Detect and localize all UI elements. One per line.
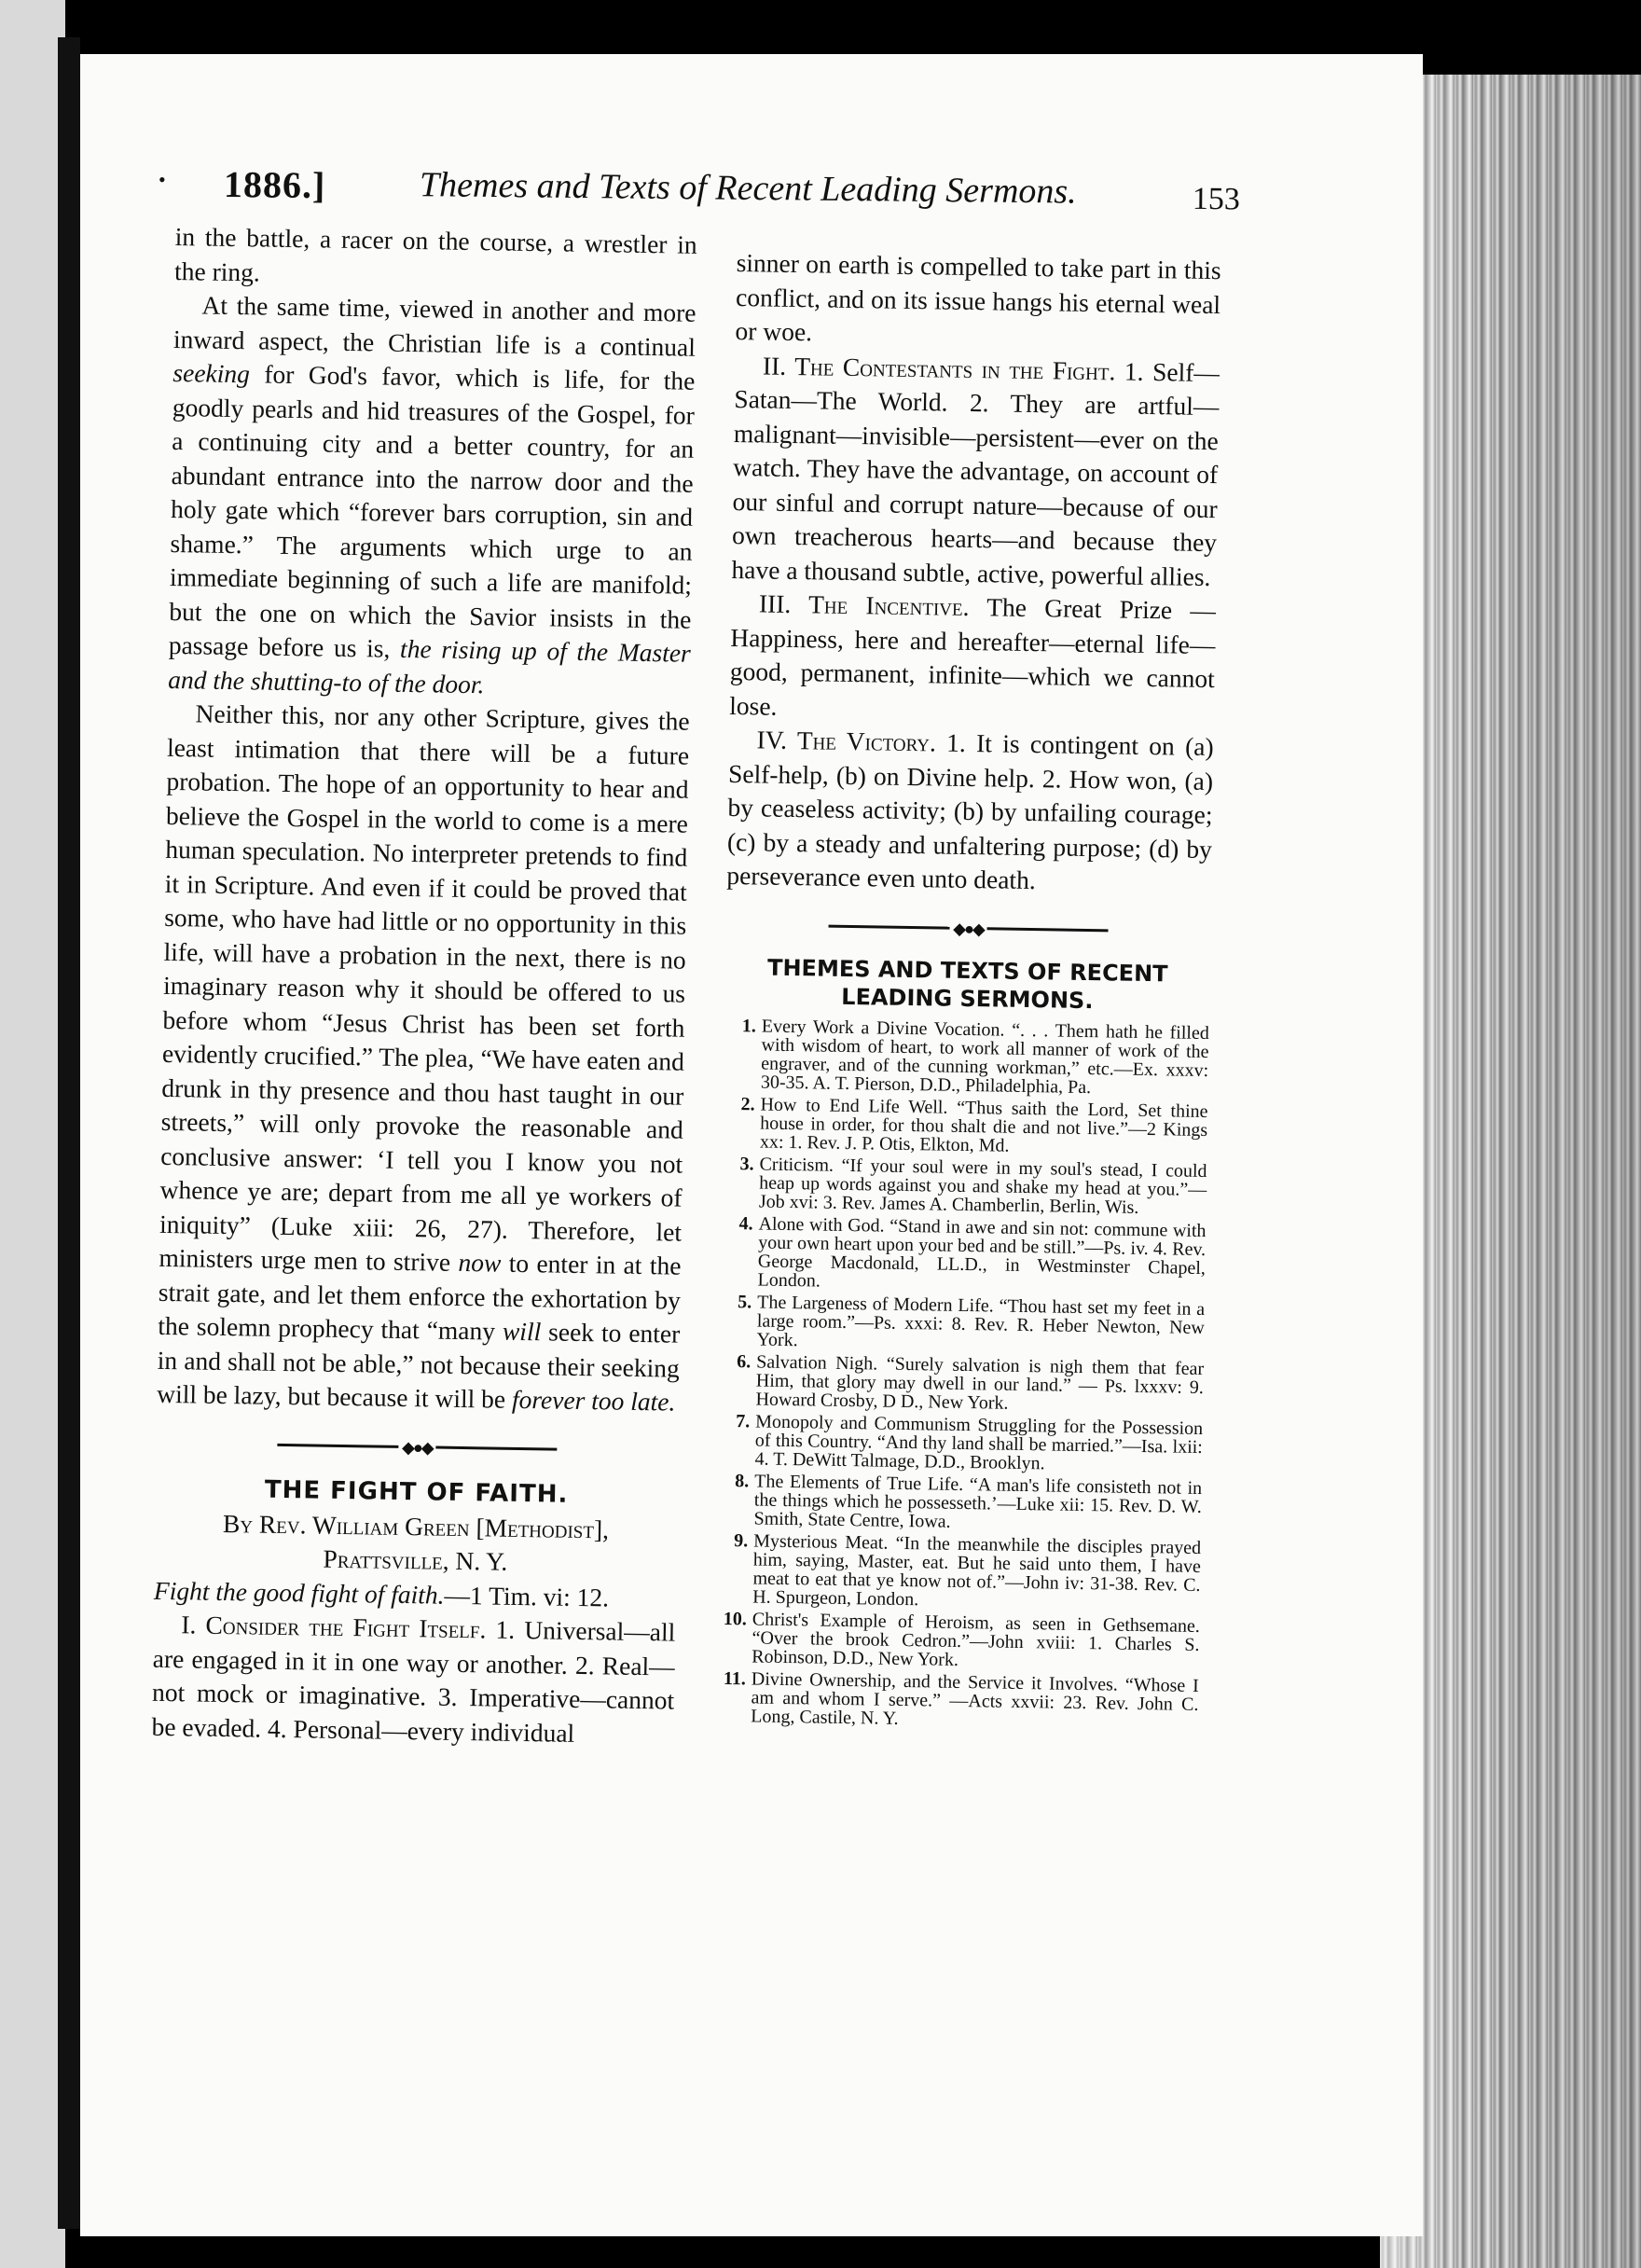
byline: By Rev. William Green [Methodist], [222, 1508, 610, 1543]
paragraph: IV. The Victory. 1. It is contingent on (a) Self-help, (b) on Divine help. 2. How won, (a) by ceaseless activity; (b) by unfailing courage; (c) by a steady and unfaltering purpose; (d) by perseverance even unto death. [726, 725, 1214, 895]
ornament-divider: ◆●◆ [725, 907, 1211, 949]
list-item: 10. Christ's Example of Heroism, as seen in Gethsemane. “Over the brook Cedron.”—John xviii: 1. Charles S. Robinson, D.D., New York. [723, 1608, 1200, 1670]
paragraph: At the same time, viewed in another and more inward aspect, the Christian life is a continual seeking for God's favor, which is life, for the goodly pearls and hid treasures of the Gospel, for a continuing city and a better country, for an abundant entrance into the narrow door and the holy gate which “forever bars corruption, sin and shame.” The arguments which urge to an immediate beginning of such a life are manifold; but the one on which the Savior insists in the passage before us is, the rising up of the Master and the shutting-to of the door. [168, 290, 696, 698]
paragraph: sinner on earth is compelled to take part in this conflict, and on its issue hangs his eternal weal or woe. [735, 247, 1221, 347]
list-item: 4. Alone with God. “Stand in awe and sin not: commune with your own heart upon your bed and be still.”—Ps. iv. 4. Rev. George Macdonald, LL.D., in Westminster Chapel, London. [738, 1213, 1207, 1292]
left-column [151, 220, 697, 1752]
ornament-divider: ◆●◆ [156, 1426, 679, 1468]
list-item: 6. Salvation Nigh. “Surely salvation is nigh them that fear Him, that glory may dwell in our land.” — Ps. lxxxv: 9. Howard Crosby, D D., New York. [737, 1351, 1205, 1414]
list-item: 8. The Elements of True Life. “A man's life consisteth not in the things which he possesseth.’—Luke xii: 15. Rev. D. W. Smith, State Centre, Iowa. [735, 1471, 1203, 1532]
section-title: THE FIGHT OF FAITH. [264, 1475, 569, 1509]
list-item: 3. Criticism. “If your soul were in my soul's stead, I could heap up words against you and shake my head at you.”—Job xvi: 3. Rev. James A. Chamberlin, Berlin, Wis. [739, 1154, 1207, 1218]
book-gutter [58, 37, 80, 2229]
scripture-text: Fight the good fight of faith.—1 Tim. vi: 12. [153, 1575, 610, 1611]
byline-location: Prattsville, N. Y. [323, 1543, 508, 1576]
page-mark: • [159, 168, 166, 191]
themes-list [713, 1016, 1209, 1733]
list-item: 7. Monopoly and Communism Struggling for the Possession of this Country. “And thy land shall be married.”—Isa. lxii: 4. T. DeWitt Talmage, D.D., Brooklyn. [736, 1411, 1204, 1474]
paragraph: II. The Contestants in the Fight. 1. Self—Satan—The World. 2. They are artful—malignant—invisible—persistent—ever on the watch. They have the advantage, on account of our sinful and corrupt nature—because of our own treacherous hearts—and because they have a thousand subtle, active, powerful allies. [731, 350, 1220, 591]
list-item: 9. Mysterious Meat. “In the meanwhile the disciples prayed him, saying, Master, eat. But he said unto them, I have meat to eat that ye know not of.”—John iv: 31-38. Rev. C. H. Spurgeon, London. [734, 1530, 1202, 1611]
list-item: 2. How to End Life Well. “Thus saith the Lord, Set thine house in order, for thou shalt die and not live.”—2 Kings xx: 1. Rev. J. P. Otis, Elkton, Md. [740, 1094, 1208, 1156]
list-item: 5. The Largeness of Modern Life. “Thou hast set my feet in a large room.”—Ps. xxxi: 8. Rev. R. Heber Newton, New York. [738, 1292, 1206, 1351]
header-title: Themes and Texts of Recent Leading Sermons. [419, 165, 1077, 212]
paragraph: Neither this, nor any other Scripture, gives the least intimation that there will be a future probation. The hope of an opportunity to hear and believe the Gospel in the world to come is a mere human speculation. No interpreter pretends to find it in Scripture. And even if it could be proved that some, who have had little or no opportunity in this life, will have a probation in the next, there is no imaginary reason why it should be offered to us before whom “Jesus Christ has been set forth evidently crucified.” The plea, “We have eaten and drunk in thy presence and thou hast taught in our streets,” will only provoke the reasonable and conclusive answer: ‘I tell you I know you not whence ye are; depart from me all ye workers of iniquity” (Luke xiii: 26, 27). Therefore, let ministers urge men to strive now to enter in at the strait gate, and let them enforce the exhortation by the solemn prophecy that “many will seek to enter in and shall not be able,” not because their seeking will be lazy, but because it will be forever too late. [156, 698, 690, 1417]
header-year: 1886.] [223, 163, 326, 207]
themes-title: THEMES AND TEXTS OF RECENT LEADING SERMONS. [766, 954, 1168, 1015]
running-header [224, 159, 1241, 225]
list-item: 11. Divine Ownership, and the Service it Involves. “Whose I am and whom I serve.” —Acts xxvii: 23. Rev. John C. Long, Castile, N. Y. [723, 1667, 1199, 1729]
paragraph: III. The Incentive. The Great Prize —Happiness, here and hereafter—eternal life—good, permanent, infinite—which we cannot lose. [729, 588, 1217, 721]
list-item: 1. Every Work a Divine Vocation. “. . . Them hath he filled with wisdom of heart, to work all manner of work of the engraver, and of the cunning workman,” etc.—Ex. xxxv: 30-35. A. T. Pierson, D.D., Philadelphia, Pa. [741, 1016, 1209, 1099]
right-column [713, 246, 1221, 1736]
paragraph: in the battle, a racer on the course, a wrestler in the ring. [173, 221, 697, 286]
page-number: 153 [1192, 181, 1241, 217]
background-left [0, 0, 65, 2268]
paragraph: I. Consider the Fight Itself. 1. Universal—all are engaged in it in one way or another. 2. Real—not mock or imaginative. 3. Imperative—cannot be evaded. 4. Personal—every individual [151, 1610, 676, 1748]
